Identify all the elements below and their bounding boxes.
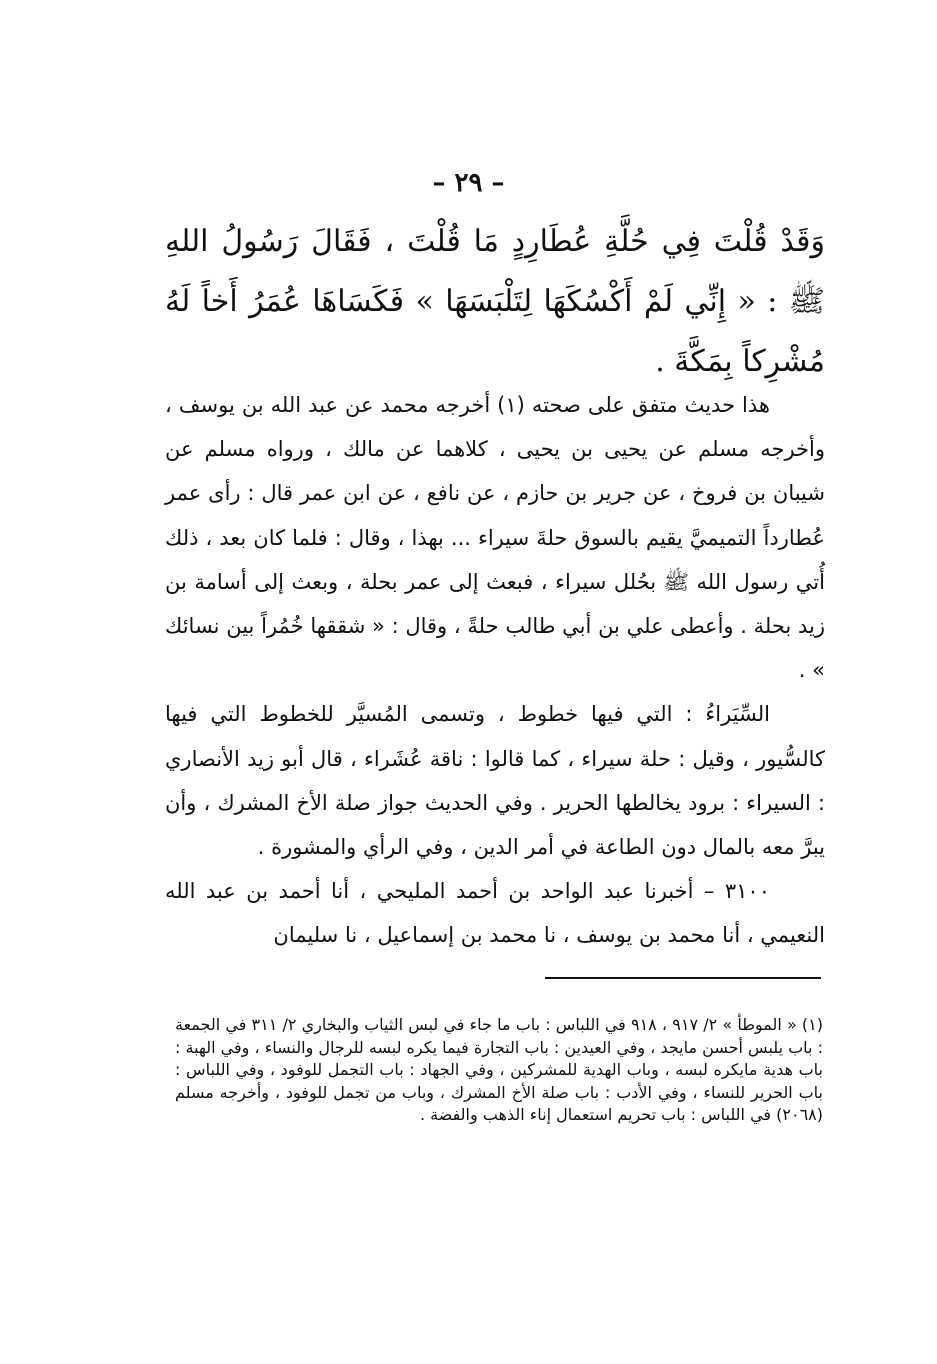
hadith-text: وَقَدْ قُلْتَ فِي حُلَّةِ عُطَارِدٍ مَا قُلْتَ ، فَقَالَ رَسُولُ اللهِ ﷺ : « إِنِّي لَمْ أَكْسُكَهَا لِتَلْبَسَهَا » فَكَسَاهَا عُمَرُ أَخاً لَهُ مُشْرِكاً بِمَكَّةَ . <box>165 224 825 379</box>
commentary-body <box>165 383 825 958</box>
commentary-paragraph: هذا حديث متفق على صحته (١) أخرجه محمد عن عبد الله بن يوسف ، وأخرجه مسلم عن يحيى بن يحيى ، كلاهما عن مالك ، ورواه مسلم عن شيبان بن فروخ ، عن جرير بن حازم ، عن نافع ، عن ابن عمر قال : رأى عمر عُطارداً التميميَّ يقيم بالسوق حلةَ سيراء ... بهذا ، وقال : فلما كان بعد ، ذلك أُتي رسول الله ﷺ بحُلل سيراء ، فبعث إلى عمر بحلة ، وبعث إلى أسامة بن زيد بحلة . وأعطى علي بن أبي طالب حلةً ، وقال : « شققها خُمُراً بين نسائك » . <box>165 393 825 683</box>
footnotes <box>175 1014 823 1127</box>
commentary-paragraph: السِّيَراءُ : التي فيها خطوط ، وتسمى المُسيَّر للخطوط التي فيها كالسُّيور ، وقيل : حلة سيراء ، كما قالوا : ناقة عُشَراء ، قال أبو زيد الأنصاري : السيراء : برود يخالطها الحرير . وفي الحديث جواز صلة الأخ المشرك ، وأن يبرَّ معه بالمال دون الطاعة في أمر الدين ، وفي الرأي والمشورة . <box>165 702 825 860</box>
footnote-1: (١) « الموطأ » ٢/ ٩١٧ ، ٩١٨ في اللباس : باب ما جاء في لبس الثياب والبخاري ٢/ ٣١١ في الجمعة : باب يلبس أحسن مايجد ، وفي العيدين : باب التجارة فيما يكره لبسه للرجال والنساء ، وفي الهبة : باب هدية مايكره لبسه ، وباب الهدية للمشركين ، وفي الجهاد : باب التجمل للوفود ، وفي اللباس : باب الحرير للنساء ، وفي الأدب : باب صلة الأخ المشرك ، وباب من تجمل للوفود ، وأخرجه مسلم (٢٠٦٨) في اللباس : باب تحريم استعمال إناء الذهب والفضة . <box>175 1015 823 1125</box>
footnote-divider <box>545 977 821 979</box>
commentary-paragraph: ٣١٠٠ – أخبرنا عبد الواحد بن أحمد المليحي ، أنا أحمد بن عبد الله النعيمي ، أنا محمد بن يوسف ، نا محمد بن إسماعيل ، نا سليمان <box>165 879 825 948</box>
page-number: – ٢٩ – <box>432 168 505 198</box>
